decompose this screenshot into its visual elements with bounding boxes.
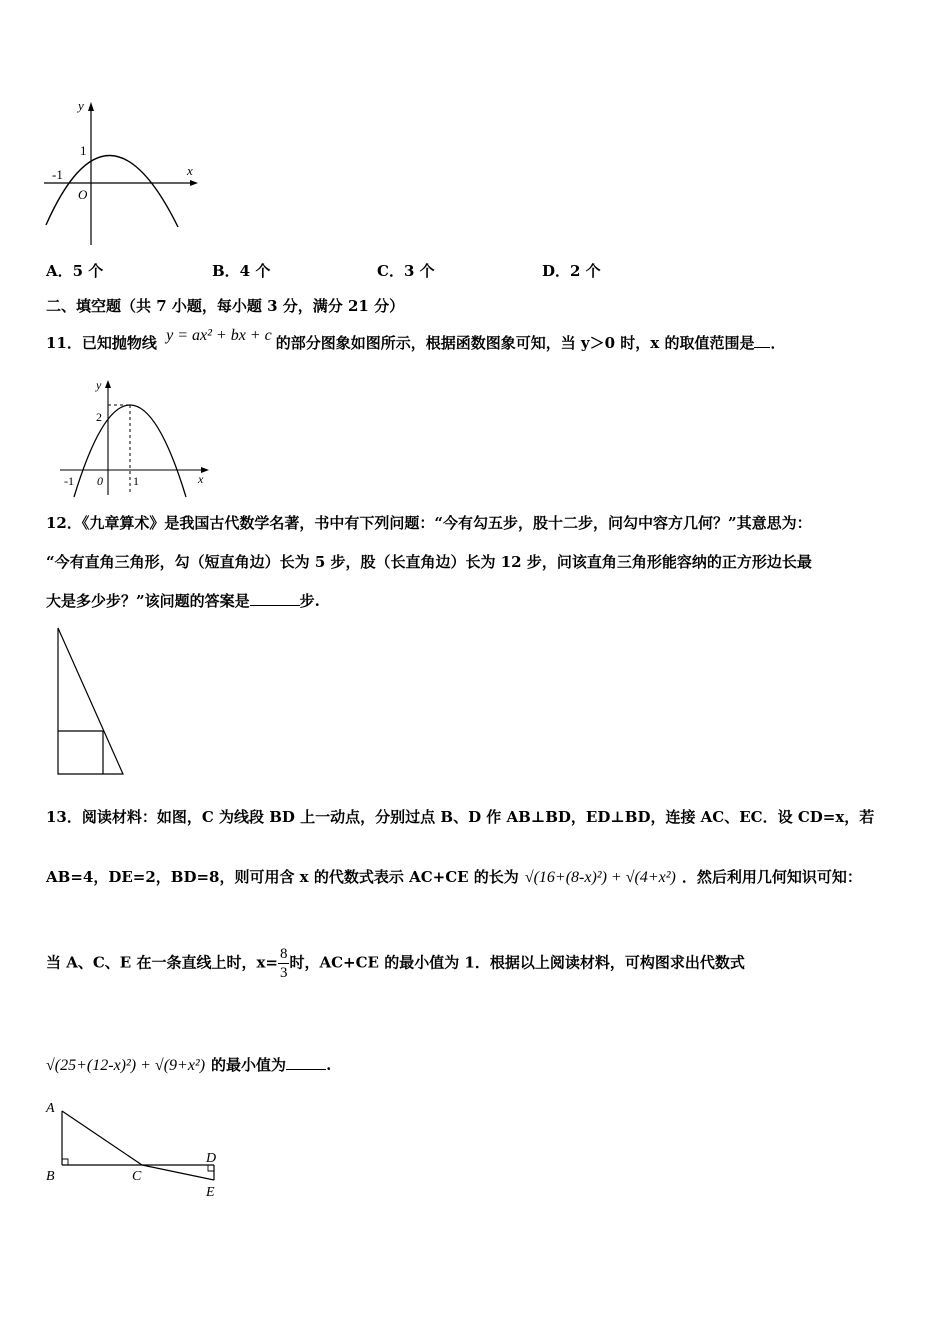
fraction <box>278 945 290 982</box>
q13-line2 <box>46 866 862 887</box>
tick-1: 1 <box>133 474 139 488</box>
section-heading: 二、填空题（共 7 小题，每小题 3 分，满分 21 分） <box>46 297 405 315</box>
q12-line3 <box>46 590 320 611</box>
point-b-label: B <box>46 1169 55 1184</box>
q13-line3 <box>46 945 745 982</box>
q11-suffix: 的部分图象如图所示，根据函数图象可知，当 y＞0 时，x 的取值范围是 <box>275 334 755 352</box>
q12-line3-prefix: 大是多少步？”该问题的答案是 <box>46 592 250 610</box>
y-axis-label: y <box>78 98 84 113</box>
tick-1: 1 <box>80 143 87 158</box>
q12-line1: 12．《九章算术》是我国古代数学名著，书中有下列问题：“今有勾五步，股十二步，问勾中容方几何？”其意思为： <box>46 514 812 532</box>
origin-label: O <box>78 187 88 202</box>
point-e-label: E <box>206 1185 215 1200</box>
question-11 <box>46 327 786 353</box>
q13-line3-suffix: 时，AC+CE 的最小值为 1．根据以上阅读材料，可构图求出代数式 <box>289 953 745 972</box>
fraction-num: 8 <box>279 946 288 962</box>
point-c-label: C <box>132 1169 142 1184</box>
q12-line2: “今有直角三角形，勾（短直角边）长为 5 步，股（长直角边）长为 12 步，问该直角三角形能容纳的正方形边长最 <box>46 553 812 571</box>
q13-line2-suffix: ．然后利用几何知识可知： <box>681 868 862 886</box>
q13-line1: 13．阅读材料：如图，C 为线段 BD 上一动点，分别过点 B、D 作 AB⊥BD，ED⊥BD，连接 AC、EC．设 CD=x，若 <box>46 808 875 826</box>
answer-blank[interactable] <box>286 1055 326 1070</box>
q11-end: ． <box>770 334 786 352</box>
q13-expr1: √(16+(8-x)²) + √(4+x²) <box>524 869 676 886</box>
q13-line4 <box>46 1054 331 1075</box>
choice-c: C．3 个 <box>377 262 435 280</box>
choice-a: A．5 个 <box>46 262 104 280</box>
answer-blank[interactable] <box>250 591 300 606</box>
figure-parabola-2 <box>58 375 213 500</box>
x-axis-label: x <box>187 163 193 178</box>
origin-label: 0 <box>97 474 103 488</box>
tick-2: 2 <box>96 410 102 424</box>
point-d-label: D <box>206 1151 217 1166</box>
q13-line4-suffix: 的最小值为 <box>211 1056 287 1074</box>
tick-neg1: -1 <box>64 474 74 488</box>
fraction-den: 3 <box>279 965 288 981</box>
x-axis-label: x <box>198 472 204 486</box>
figure-abcde <box>44 1098 229 1203</box>
y-axis-label: y <box>96 378 102 392</box>
q11-formula: y = ax² + bx + c <box>166 327 272 344</box>
point-a-label: A <box>46 1101 55 1116</box>
tick-neg1: -1 <box>52 167 63 182</box>
answer-blank[interactable] <box>754 333 770 348</box>
q12-line3-suffix: 步. <box>299 592 320 610</box>
q13-line3-prefix: 当 A、C、E 在一条直线上时，x= <box>46 953 278 972</box>
q13-line2-prefix: AB=4，DE=2，BD=8，则可用含 x 的代数式表示 AC+CE 的长为 <box>46 868 519 886</box>
q11-prefix: 11．已知抛物线 <box>46 334 163 352</box>
figure-parabola-1 <box>40 95 205 250</box>
choice-b: B．4 个 <box>212 262 271 280</box>
q13-line4-end: . <box>326 1056 332 1074</box>
q13-expr2: √(25+(12-x)²) + √(9+x²) <box>46 1057 206 1074</box>
choice-d: D．2 个 <box>542 262 601 280</box>
figure-triangle-square <box>54 625 129 780</box>
